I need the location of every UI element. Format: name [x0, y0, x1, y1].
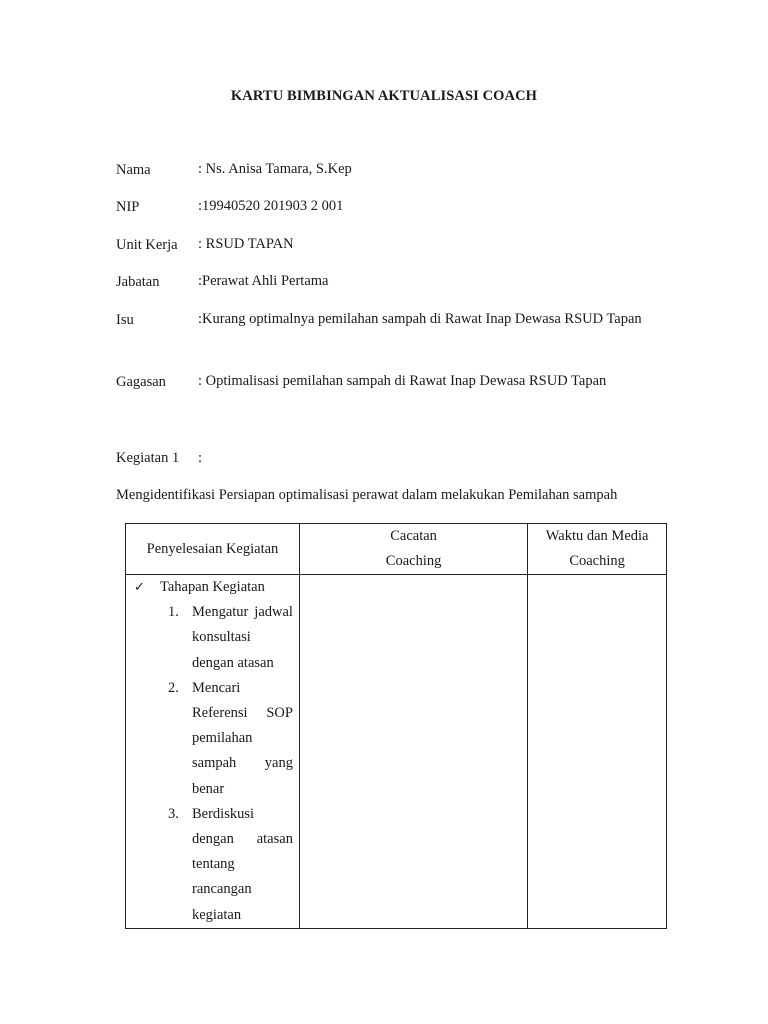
header-col2-line2: Coaching: [385, 553, 442, 569]
table-header-row: [126, 524, 667, 575]
header-col3-line2: Coaching: [569, 553, 625, 569]
field-label-nama: Nama: [116, 162, 151, 178]
header-col2-line1: Cacatan: [390, 528, 437, 544]
header-catatan-coaching: [299, 524, 527, 575]
field-label-isu: Isu: [116, 312, 134, 328]
list-item: [168, 676, 293, 802]
list-item: [168, 802, 293, 928]
step-number: 1.: [168, 604, 179, 621]
header-penyelesaian-kegiatan: [126, 524, 300, 575]
step-text: Mencari Referensi SOP pemilahan sampah yang benar: [192, 679, 293, 797]
activity-description: Mengidentifikasi Persiapan optimalisasi perawat dalam melakukan Pemilahan sampah: [116, 487, 618, 503]
field-value-unit-kerja: : RSUD TAPAN: [198, 236, 294, 252]
section-title-line: [134, 575, 293, 600]
field-value-nama: : Ns. Anisa Tamara, S.Kep: [198, 161, 352, 177]
list-item: [168, 600, 293, 676]
field-value-isu: :Kurang optimalnya pemilahan sampah di Rawat Inap Dewasa RSUD Tapan: [198, 311, 642, 327]
field-label-nip: NIP: [116, 199, 140, 215]
table-row: [126, 575, 667, 929]
cell-waktu-media-coaching[interactable]: [528, 575, 667, 929]
field-label-unit-kerja: Unit Kerja: [116, 237, 178, 253]
cell-catatan-coaching[interactable]: [299, 575, 527, 929]
section-title: Tahapan Kegiatan: [160, 579, 265, 595]
step-number: 2.: [168, 679, 179, 696]
field-value-jabatan: :Perawat Ahli Pertama: [198, 273, 329, 289]
header-waktu-media-coaching: [528, 524, 667, 575]
field-label-gagasan: Gagasan: [116, 374, 166, 390]
header-col1-text: Penyelesaian Kegiatan: [146, 540, 279, 557]
field-label-jabatan: Jabatan: [116, 274, 160, 290]
header-col3-line1: Waktu dan Media: [545, 528, 649, 544]
checkmark-icon: ✓: [134, 580, 145, 595]
activity-colon: :: [198, 450, 203, 466]
step-text: Mengatur jadwal konsultasi dengan atasan: [192, 604, 293, 671]
field-value-nip: :19940520 201903 2 001: [198, 198, 344, 214]
activity-label: Kegiatan 1: [116, 450, 180, 466]
steps-block: [126, 575, 299, 928]
cell-penyelesaian-kegiatan: [126, 575, 300, 929]
step-number: 3.: [168, 805, 179, 822]
steps-list: [134, 600, 293, 928]
coaching-table: [125, 523, 667, 929]
step-text: Berdiskusi dengan atasan tentang rancangan kegiatan: [192, 805, 293, 923]
field-value-gagasan: : Optimalisasi pemilahan sampah di Rawat Inap Dewasa RSUD Tapan: [198, 373, 607, 389]
document-title: KARTU BIMBINGAN AKTUALISASI COACH: [230, 88, 538, 104]
